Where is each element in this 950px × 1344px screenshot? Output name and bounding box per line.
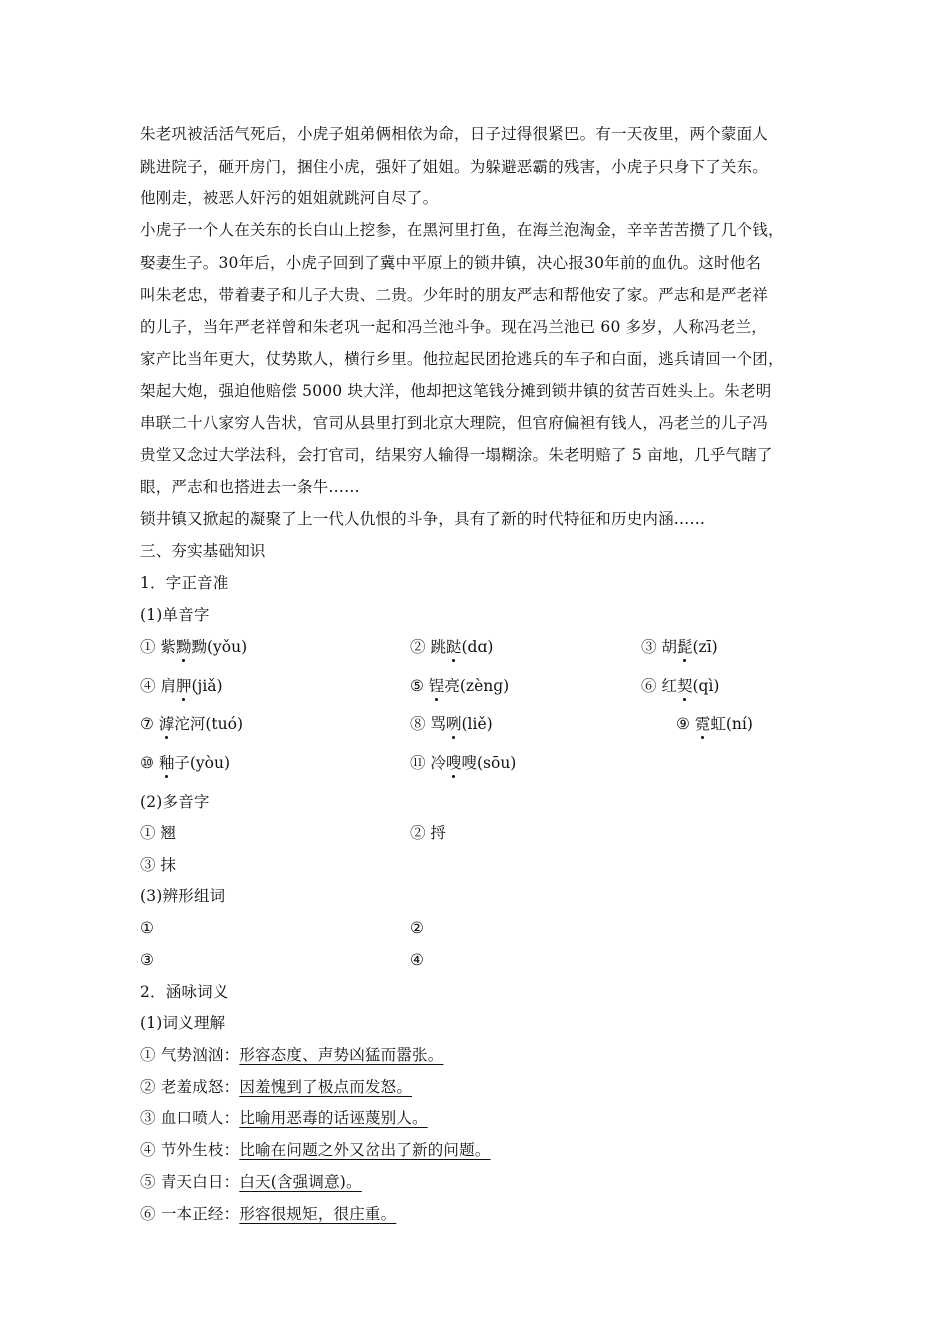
vocab-definition: 因羞愧到了极点而发怒。: [239, 1078, 413, 1096]
story-line: 眼，严志和也搭进去一条牛……: [140, 478, 360, 496]
pinyin-item: ⑦ 滹沱河(tuó): [140, 715, 243, 733]
pinyin-item: ③ 胡髭(zī): [641, 638, 718, 656]
story-line: 小虎子一个人在关东的长白山上挖参，在黑河里打鱼，在海兰泡淘金，辛辛苦苦攒了几个钱，: [140, 221, 784, 239]
subsection-label: (2)多音字: [140, 793, 210, 811]
story-line: 朱老巩被活活气死后，小虎子姐弟俩相依为命，日子过得很紧巴。有一天夜里，两个蒙面人: [140, 125, 769, 143]
emphasis-dot: 锃: [428, 677, 445, 695]
pinyin-item: ⑤ 锃亮(zènɡ): [410, 677, 510, 695]
vocab-definition: 白天(含强调意)。: [239, 1173, 362, 1191]
polyphone-item: ① 翘: [140, 824, 176, 842]
subsection-title: 1．字正音准: [140, 574, 229, 592]
pinyin-item: ④ 肩胛(jiǎ): [140, 677, 223, 695]
story-line: 叫朱老忠，带着妻子和儿子大贵、二贵。少年时的朋友严志和帮他安了家。严志和是严老祥: [140, 286, 769, 304]
vocab-definition: 比喻用恶毒的话诬蔑别人。: [239, 1109, 428, 1127]
pinyin-item: ⑩ 釉子(yòu): [140, 754, 231, 772]
story-line: 贵堂又念过大学法科，会打官司，结果穷人输得一塌糊涂。朱老明赔了 5 亩地，几乎气瞎了: [140, 446, 773, 464]
pinyin-item: ① 紫黝黝(yǒu): [140, 638, 248, 656]
vocab-item: ① 气势汹汹：形容态度、声势凶猛而嚣张。: [140, 1046, 444, 1064]
emphasis-dot: 跶: [445, 638, 462, 656]
emphasis-dot: 霓: [694, 715, 711, 733]
vocab-item: ② 老羞成怒：因羞愧到了极点而发怒。: [140, 1078, 413, 1096]
emphasis-dot: 咧: [445, 715, 462, 733]
subsection-label: (1)词义理解: [140, 1014, 226, 1032]
vocab-definition: 形容很规矩，很庄重。: [239, 1205, 397, 1223]
pinyin-item: ⑥ 红契(qì): [641, 677, 720, 695]
story-line: 他刚走，被恶人奸污的姐姐就跳河自尽了。: [140, 189, 439, 207]
vocab-item: ⑤ 青天白日：白天(含强调意)。: [140, 1173, 362, 1191]
story-line: 娶妻生子。30年后，小虎子回到了冀中平原上的锁井镇，决心报30年前的血仇。这时他名: [140, 254, 762, 272]
shape-item: ④: [410, 951, 424, 969]
emphasis-dot: 髭: [676, 638, 693, 656]
emphasis-dot: 黝: [175, 638, 192, 656]
polyphone-item: ③ 抹: [140, 856, 176, 874]
story-line: 架起大炮，强迫他赔偿 5000 块大洋，他却把这笔钱分摊到锁井镇的贫苦百姓头上。朱老明: [140, 382, 772, 400]
emphasis-dot: 嗖: [445, 754, 462, 772]
emphasis-dot: 滹: [158, 715, 175, 733]
vocab-item: ④ 节外生枝：比喻在问题之外又岔出了新的问题。: [140, 1141, 491, 1159]
pinyin-item: ⑨ 霓虹(ní): [676, 715, 753, 733]
subsection-label: (1)单音字: [140, 606, 210, 624]
subsection-label: (3)辨形组词: [140, 887, 226, 905]
subsection-title: 2．涵咏词义: [140, 983, 229, 1001]
story-line: 家产比当年更大，仗势欺人，横行乡里。他拉起民团抢逃兵的车子和白面，逃兵请回一个团，: [140, 350, 784, 368]
pinyin-item: ⑪ 冷嗖嗖(sōu): [410, 754, 517, 772]
emphasis-dot: 胛: [175, 677, 192, 695]
pinyin-item: ⑧ 骂咧(liě): [410, 715, 493, 733]
vocab-definition: 形容态度、声势凶猛而嚣张。: [239, 1046, 444, 1064]
polyphone-item: ② 捋: [410, 824, 446, 842]
section-title: 三、夯实基础知识: [140, 542, 266, 560]
shape-item: ②: [410, 919, 424, 937]
story-line: 的儿子，当年严老祥曾和朱老巩一起和冯兰池斗争。现在冯兰池已 60 多岁，人称冯老兰，: [140, 318, 767, 336]
shape-item: ③: [140, 951, 154, 969]
story-line: 串联二十八家穷人告状，官司从县里打到北京大理院，但官府偏袒有钱人，冯老兰的儿子冯: [140, 414, 769, 432]
shape-item: ①: [140, 919, 154, 937]
emphasis-dot: 釉: [158, 754, 175, 772]
vocab-definition: 比喻在问题之外又岔出了新的问题。: [239, 1141, 491, 1159]
emphasis-dot: 契: [676, 677, 693, 695]
story-line: 跳进院子，砸开房门，捆住小虎，强奸了姐姐。为躲避恶霸的残害，小虎子只身下了关东。: [140, 158, 769, 176]
vocab-item: ③ 血口喷人：比喻用恶毒的话诬蔑别人。: [140, 1109, 428, 1127]
pinyin-item: ② 跳跶(dɑ): [410, 638, 494, 656]
vocab-item: ⑥ 一本正经：形容很规矩，很庄重。: [140, 1205, 397, 1223]
story-line: 锁井镇又掀起的凝聚了上一代人仇恨的斗争，具有了新的时代特征和历史内涵……: [140, 510, 706, 528]
